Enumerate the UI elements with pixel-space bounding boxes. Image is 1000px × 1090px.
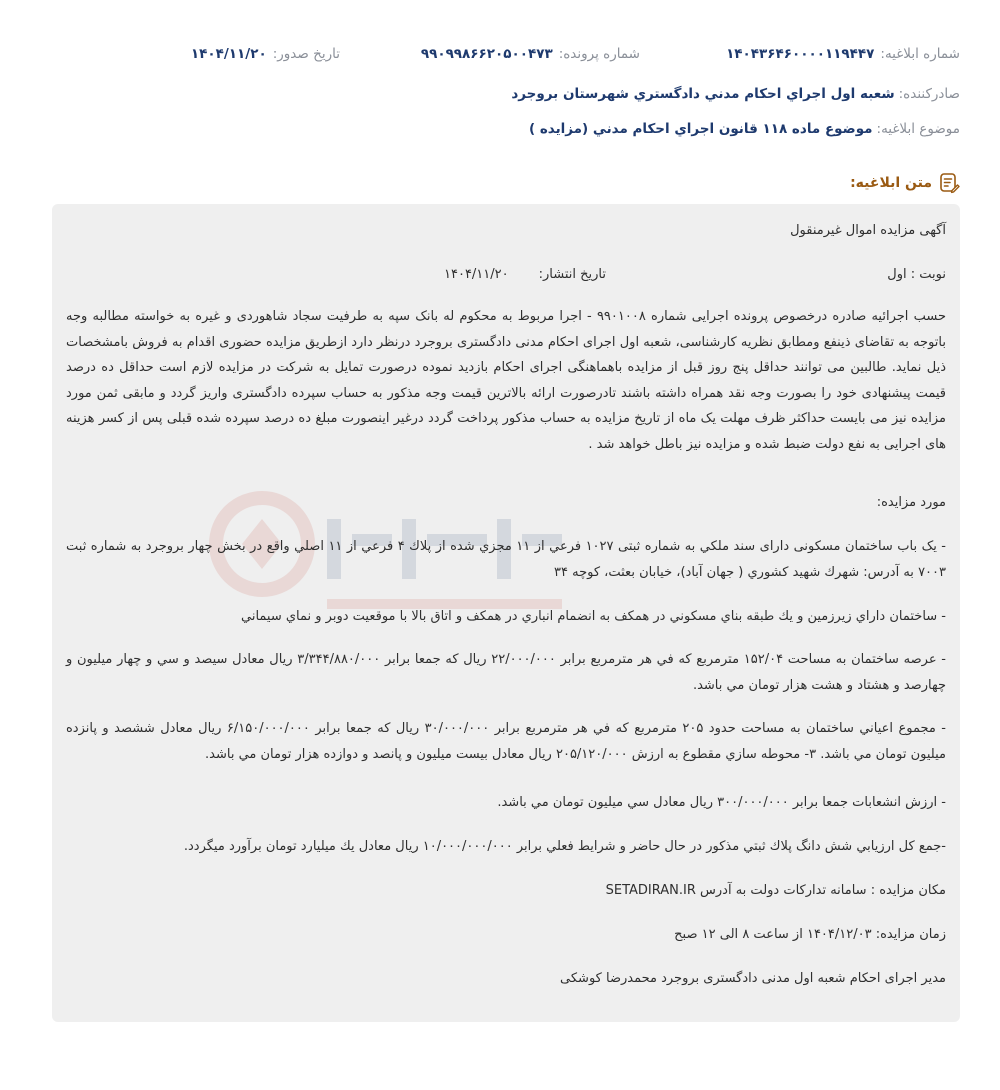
subject-row — [40, 121, 960, 137]
auction-place: مکان مزایده : سامانه تدارکات دولت به آدرس SETADIRAN.IR — [605, 883, 946, 898]
publication-date-label: تاریخ انتشار: — [538, 267, 606, 282]
notification-number-label: شماره ابلاغيه: — [880, 46, 960, 62]
issuer-label: صادرکننده: — [898, 86, 960, 102]
subject-label: موضوع ابلاغيه: — [876, 121, 960, 137]
meta-row — [40, 46, 960, 72]
main-paragraph: حسب اجرائیه صادره درخصوص پرونده اجرایی شماره ۹۹۰۱۰۰۸ - اجرا مربوط به محکوم له بانک سپه به طرفیت سجاد شاهوردی و غیره به خواسته مطالبه وجه باتوجه به تقاضای ذینفع ومطابق نظریه کارشناسی، شعبه اول اجرای احکام مدنی دادگستری بروجرد درنظر دارد ازطریق مزایده حضوری اقدام به فروش بامشخصات ذیل نماید. طالبین می توانند حداقل پنج روز قبل از مزایده باهماهنگی اجرای احکام بازدید نموده درصورت تمایل به شرکت در مزایده لازم است حداقل ده درصد قیمت پیشنهادی خود را بصورت وجه نقد همراه داشته باشند تادرصورت ارائه بالاترین قیمت وجه مذکور به حساب سپرده دادگستری واریز گردد و مابقی ثمن مورد مزایده نیز می بایست حداکثر ظرف مهلت یک ماه از تاریخ مزایده به حساب مذکور پرداخت گردد درغیر اینصورت مبلغ ده درصد سپرده شده قبلی پس از کسر هزینه های اجرایی به نفع دولت ضبط شده و مزایده نیز باطل خواهد شد . — [66, 309, 946, 452]
section-title-text: متن ابلاغيه: — [850, 175, 932, 191]
notification-number — [726, 46, 960, 62]
auction-item: - ارزش انشعابات جمعا برابر ۳۰۰/۰۰۰/۰۰۰ ريال معادل سي ميليون تومان مي باشد. — [497, 795, 946, 810]
publication-date — [444, 262, 606, 288]
issue-date — [191, 46, 340, 62]
auction-time: زمان مزایده: ۱۴۰۴/۱۲/۰۳ از ساعت ۸ الی ۱۲ صبح — [674, 927, 946, 942]
round-text: نوبت : اول — [887, 267, 946, 282]
signer: مدیر اجرای احکام شعبه اول مدنی دادگستری بروجرد محمدرضا کوشکی — [560, 971, 946, 986]
publication-date-value: ۱۴۰۴/۱۱/۲۰ — [444, 267, 509, 282]
auction-item: - عرصه ساختمان به مساحت ۱۵۲/۰۴ مترمربع كه في هر مترمربع برابر ۲۲/۰۰۰/۰۰۰ ريال كه جمعا برابر ۳/۳۴۴/۸۸۰/۰۰۰ ريال معادل سيصد و سي و چهار ميليون و چهارصد و هشتاد و هشت هزار تومان مي باشد. — [66, 652, 946, 693]
issuer-value: شعبه اول اجراي احكام مدني دادگستري شهرستان بروجرد — [511, 86, 895, 102]
case-number — [421, 46, 640, 62]
items-label: مورد مزایده: — [876, 495, 946, 510]
issue-date-label: تاريخ صدور: — [272, 46, 340, 62]
auction-item: - مجموع اعياني ساختمان به مساحت حدود ۲۰۵ مترمربع كه في هر مترمربع برابر ۳۰/۰۰۰/۰۰۰ ريال كه جمعا برابر ۶/۱۵۰/۰۰۰/۰۰۰ ريال معادل ششصد و پانزده ميليون تومان مي باشد. ۳- محوطه سازي مقطوع به ارزش ۲۰۵/۱۲۰/۰۰۰ ريال معادل بيست ميليون و پانصد و دوازده هزار تومان مي باشد. — [66, 721, 946, 762]
round-row — [66, 262, 946, 288]
issue-date-value: ۱۴۰۴/۱۱/۲۰ — [190, 46, 267, 62]
issuer-row — [40, 86, 960, 102]
case-number-label: شماره پرونده: — [558, 46, 640, 62]
subject-value: موضوع ماده ۱۱۸ قانون اجراي احكام مدني (مزايده ) — [528, 121, 873, 137]
auction-item: - ساختمان داراي زيرزمين و يك طبقه بناي مسكوني در همكف به انضمام انباري در همكف و اتاق بالا با موقعيت دوبر و نماي سيماني — [240, 609, 946, 624]
auction-item: -جمع كل ارزيابي شش دانگ پلاك ثبتي مذكور در حال حاضر و شرايط فعلي برابر ۱۰/۰۰۰/۰۰۰/۰۰۰ ريال معادل يك ميليارد تومان برآورد ميگردد. — [183, 839, 946, 854]
notification-number-value: ۱۴۰۴۳۶۴۶۰۰۰۰۱۱۹۴۴۷ — [726, 46, 875, 62]
section-title — [850, 172, 960, 194]
announcement-title: آگهی مزایده اموال غیرمنقول — [790, 223, 946, 238]
notification-body — [52, 204, 960, 1022]
auction-item: - یک باب ساختمان مسکونی دارای سند ملكي به شماره ثبتی ۱۰۲۷ فرعي از ۱۱ مجزي شده از پلاك ۴ فرعي از ۱۱ اصلي واقع در بخش چهار بروجرد به شماره ثبت ۷۰۰۳ به آدرس: شهرك شهيد كشوري ( جهان آباد)، خيابان بعثت، كوچه ۳۴ — [66, 539, 946, 580]
document-icon — [938, 172, 960, 194]
case-number-value: ۹۹۰۹۹۸۶۶۲۰۵۰۰۴۷۳ — [420, 46, 553, 62]
